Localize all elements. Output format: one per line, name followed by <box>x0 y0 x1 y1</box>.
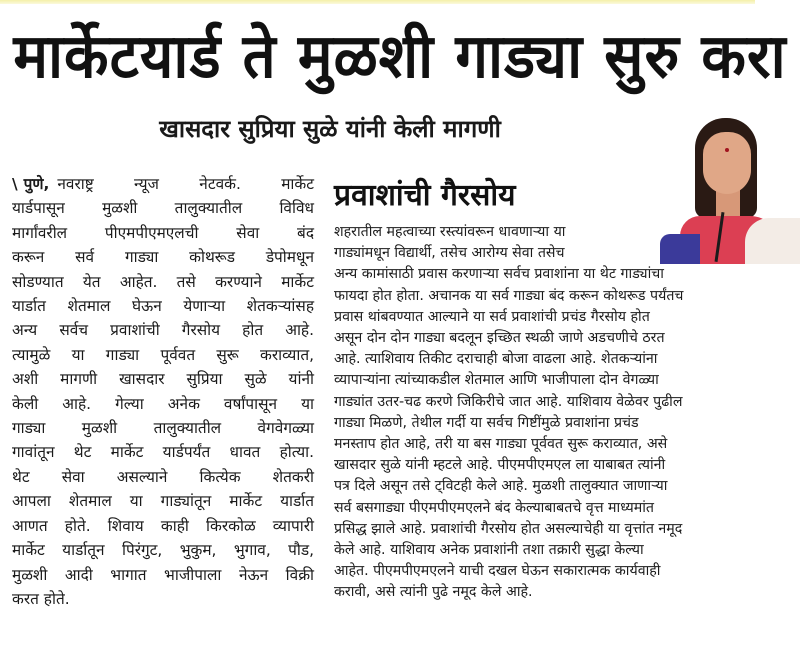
body-line-text: नवराष्ट्र न्यूज नेटवर्क. मार्केट <box>57 175 314 193</box>
body-line: सोडण्यात येत आहेत. तसे करण्याने मार्केट <box>12 272 314 291</box>
body-line: व्यापाऱ्यांना त्यांच्याकडील शेतमाल आणि भाजीपाला दोन वेगळ्या <box>334 372 659 389</box>
left-column-body <box>12 172 314 611</box>
body-line: अशी मागणी खासदार सुप्रिया सुळे यांनी <box>12 370 314 389</box>
body-line: आणत होते. शिवाय काही किरकोळ व्यापारी <box>12 516 314 535</box>
photo-bindi <box>725 148 729 152</box>
body-line: करत होते. <box>12 589 70 608</box>
body-line: आहेत. पीएमपीएमएलने याची दखल घेऊन सकारात्मक कार्यवाही <box>334 563 661 580</box>
dateline-city: पुणे, <box>23 175 50 193</box>
body-line: सर्व बसगाड्या पीएमपीएमएलने बंद केल्याबाबतचे वृत्त माध्यमांत <box>334 499 655 516</box>
body-line: करावी, असे त्यांनी पुढे नमूद केले आहे. <box>334 584 533 601</box>
top-highlight-strip <box>0 0 755 4</box>
body-line: यार्डपासून मुळशी तालुक्यातील विविध <box>12 199 314 218</box>
body-line: अन्य कामांसाठी प्रवास करणाऱ्या सर्वच प्रवाशांना या थेट गाड्यांचा <box>334 266 664 283</box>
body-line: प्रवास थांबवण्यात आल्याने या सर्व प्रवाशांची प्रचंड गैरसोय होत <box>334 308 650 325</box>
body-line: मनस्ताप होत आहे, तरी या बस गाड्या पूर्ववत सुरू कराव्यात, असे <box>334 436 668 453</box>
body-line: मार्केट यार्डातून पिरंगुट, भुकुम, भुगाव, पौड, <box>12 541 314 560</box>
body-line: असून दोन दोन गाड्या बदलून इच्छित स्थळी जाणे अडचणीचे ठरत <box>334 330 665 347</box>
dateline-marker-icon: \ <box>12 175 18 193</box>
body-line: फायदा होत होता. अचानक या सर्व गाड्या बंद करून कोथरूड पर्यंतच <box>334 287 684 304</box>
body-line: गाड्यांत उतर-चढ करणे जिकिरीचे जात आहे. याशिवाय वेळेवर पुढील <box>334 393 683 410</box>
body-line: प्रसिद्ध झाले आहे. प्रवाशांची गैरसोय होत असल्याचेही या वृत्तांत नमूद <box>334 520 683 537</box>
body-line: आपला शेतमाल या गाड्यांतून मार्केट यार्डात <box>12 492 314 511</box>
body-line: त्यामुळे या गाड्या पूर्ववत सुरू कराव्यात, <box>12 345 314 364</box>
body-line: गाड्यांमधून विद्यार्थी, तसेच आरोग्य सेवा तसेच <box>334 245 565 262</box>
body-line: खासदार सुळे यांनी म्हटले आहे. पीएमपीएमएल ला याबाबत त्यांनी <box>334 457 666 474</box>
body-line: अन्य सर्वच प्रवाशांची गैरसोय होत आहे. <box>12 321 314 340</box>
body-line: आहे. त्याशिवाय तिकीट दराचाही बोजा वाढला आहे. शेतकऱ्यांना <box>334 351 658 368</box>
body-line: करून सर्व गाड्या कोथरूड डेपोमधून <box>12 248 314 267</box>
body-line: यार्डात शेतमाल घेऊन येणाऱ्या शेतकऱ्यांसह <box>12 297 314 316</box>
body-line: गावांतून थेट मार्केट यार्डपर्यंत धावत होत्या. <box>12 443 314 462</box>
body-line <box>12 172 314 196</box>
photo-face <box>703 132 751 194</box>
body-line: केले आहे. याशिवाय अनेक प्रवाशांनी तशा तक्रारी सुद्धा केल्या <box>334 542 644 559</box>
body-line: गाड्या मिळणे, तेथील गर्दी या सर्वच गिष्टींमुळे प्रवाशांना प्रचंड <box>334 414 639 431</box>
body-line: मुळशी आदी भागात भाजीपाला नेऊन विक्री <box>12 565 314 584</box>
body-line: केली आहे. गेल्या अनेक वर्षांपासून या <box>12 394 314 413</box>
body-line: शहरातील महत्वाच्या रस्त्यांवरून धावणाऱ्या या <box>334 224 566 240</box>
headline: मार्केटयार्ड ते मुळशी गाड्या सुरु करा <box>13 20 787 92</box>
body-line: पत्र दिले असून तसे ट्विटही केले आहे. मुळशी तालुक्यात जाणाऱ्या <box>334 478 668 495</box>
body-line: मार्गांवरील पीएमपीएमएलची सेवा बंद <box>12 223 314 242</box>
subheadline: खासदार सुप्रिया सुळे यांनी केली मागणी <box>159 115 501 143</box>
body-line: गाड्या मुळशी तालुक्यातील वेगवेगळ्या <box>12 419 314 438</box>
right-column-body <box>334 222 794 604</box>
body-line: थेट सेवा असल्याने कित्येक शेतकरी <box>12 467 314 486</box>
section-title: प्रवाशांची गैरसोय <box>334 178 516 213</box>
